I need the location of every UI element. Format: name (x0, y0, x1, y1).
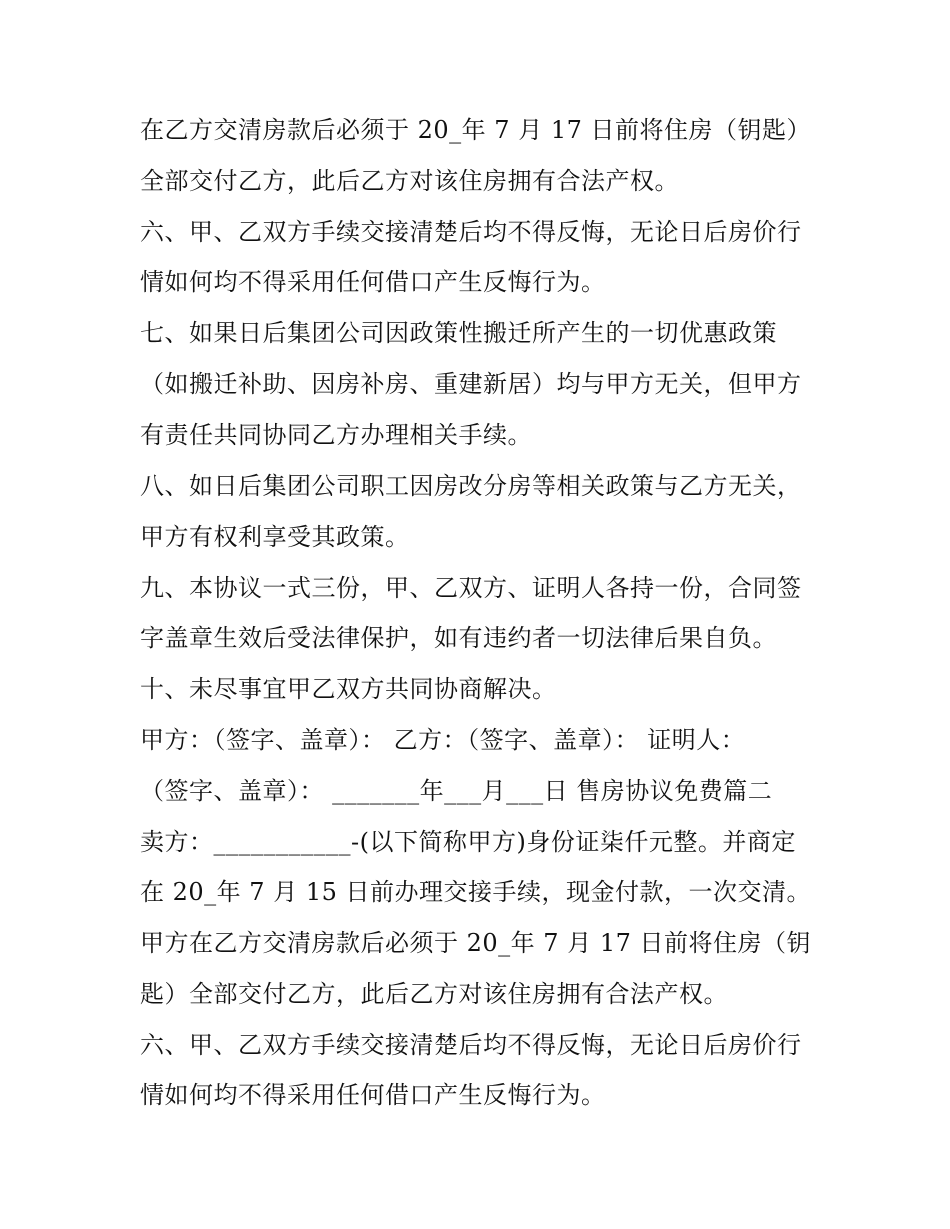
text-line: 全部交付乙方，此后乙方对该住房拥有合法产权。 (140, 167, 679, 195)
text-line: 六、甲、乙双方手续交接清楚后均不得反悔，无论日后房价行 (140, 218, 802, 246)
text-line: 甲方有权利享受其政策。 (140, 523, 410, 551)
text-line: 八、如日后集团公司职工因房改分房等相关政策与乙方无关， (140, 472, 802, 500)
text-line: 甲方：（签字、盖章）： 乙方：（签字、盖章）： 证明人： (140, 726, 746, 754)
text-line: 字盖章生效后受法律保护，如有违约者一切法律后果自负。 (140, 624, 777, 652)
text-line: 匙）全部交付乙方，此后乙方对该住房拥有合法产权。 (140, 980, 728, 1008)
text-line: 在乙方交清房款后必须于 20_年 7 月 17 日前将住房（钥匙） (140, 116, 811, 144)
text-line: 九、本协议一式三份，甲、乙双方、证明人各持一份，合同签 (140, 574, 802, 602)
text-line: 十、未尽事宜甲乙双方共同协商解决。 (140, 675, 557, 703)
text-line: 情如何均不得采用任何借口产生反悔行为。 (140, 268, 606, 296)
text-line: 有责任共同协同乙方办理相关手续。 (140, 421, 532, 449)
text-line: （签字、盖章）： _______年___月___日 售房协议免费篇二 (140, 777, 773, 805)
text-line: 在 20_年 7 月 15 日前办理交接手续，现金付款，一次交清。 (140, 878, 811, 906)
text-line: 甲方在乙方交清房款后必须于 20_年 7 月 17 日前将住房（钥 (140, 929, 811, 957)
text-line: 七、如果日后集团公司因政策性搬迁所产生的一切优惠政策 (140, 319, 777, 347)
text-line: 六、甲、乙双方手续交接清楚后均不得反悔，无论日后房价行 (140, 1031, 802, 1059)
text-line: 卖方：___________-(以下简称甲方)身份证柒仟元整。并商定 (140, 828, 796, 856)
text-line: 情如何均不得采用任何借口产生反悔行为。 (140, 1081, 606, 1109)
text-line: （如搬迁补助、因房补房、重建新居）均与甲方无关，但甲方 (140, 370, 802, 398)
